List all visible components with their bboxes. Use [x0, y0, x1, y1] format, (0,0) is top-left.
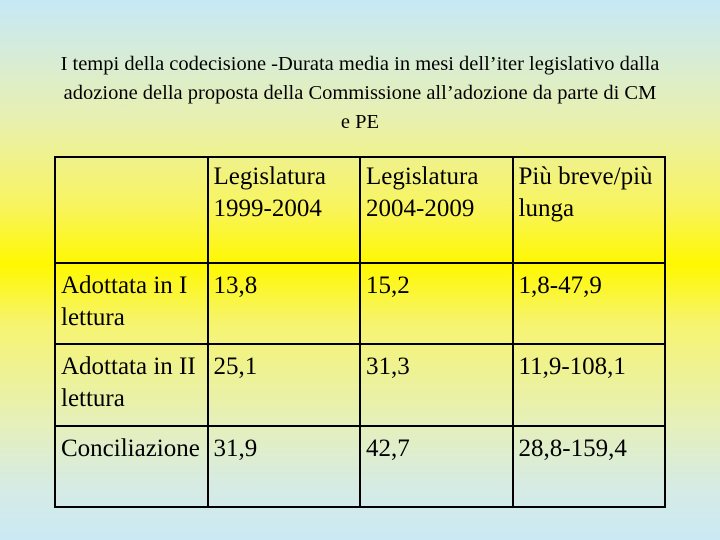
table-cell: 25,1 — [208, 344, 361, 425]
row-label-cell: Adottata in I lettura — [55, 263, 208, 344]
title-line-1: I tempi della codecisione -Durata media in mesi dell’iter legislativo dalla — [60, 53, 660, 75]
table-cell: 31,9 — [208, 426, 361, 507]
row-label-cell: Conciliazione — [55, 426, 208, 507]
duration-table — [54, 156, 666, 508]
table-cell: 28,8-159,4 — [513, 426, 666, 507]
table-row — [55, 426, 665, 507]
table-cell: 1,8-47,9 — [513, 263, 666, 344]
title-line-2: adozione della proposta della Commissione all’adozione da parte di CM — [63, 82, 657, 104]
table-cell: 11,9-108,1 — [513, 344, 666, 425]
row-label-cell: Adottata in II lettura — [55, 344, 208, 425]
title-line-3: e PE — [340, 111, 380, 133]
table-cell: 13,8 — [208, 263, 361, 344]
header-piu-breve-piu-lunga: Più breve/più lunga — [513, 157, 666, 263]
table-row — [55, 263, 665, 344]
table-header-row — [55, 157, 665, 263]
table-row — [55, 344, 665, 425]
header-legislatura-1999-2004: Legislatura 1999-2004 — [208, 157, 361, 263]
table-cell: 42,7 — [360, 426, 513, 507]
slide-title — [0, 50, 720, 137]
table-cell: 31,3 — [360, 344, 513, 425]
table-cell: 15,2 — [360, 263, 513, 344]
header-empty-cell — [55, 157, 208, 263]
header-legislatura-2004-2009: Legislatura 2004-2009 — [360, 157, 513, 263]
